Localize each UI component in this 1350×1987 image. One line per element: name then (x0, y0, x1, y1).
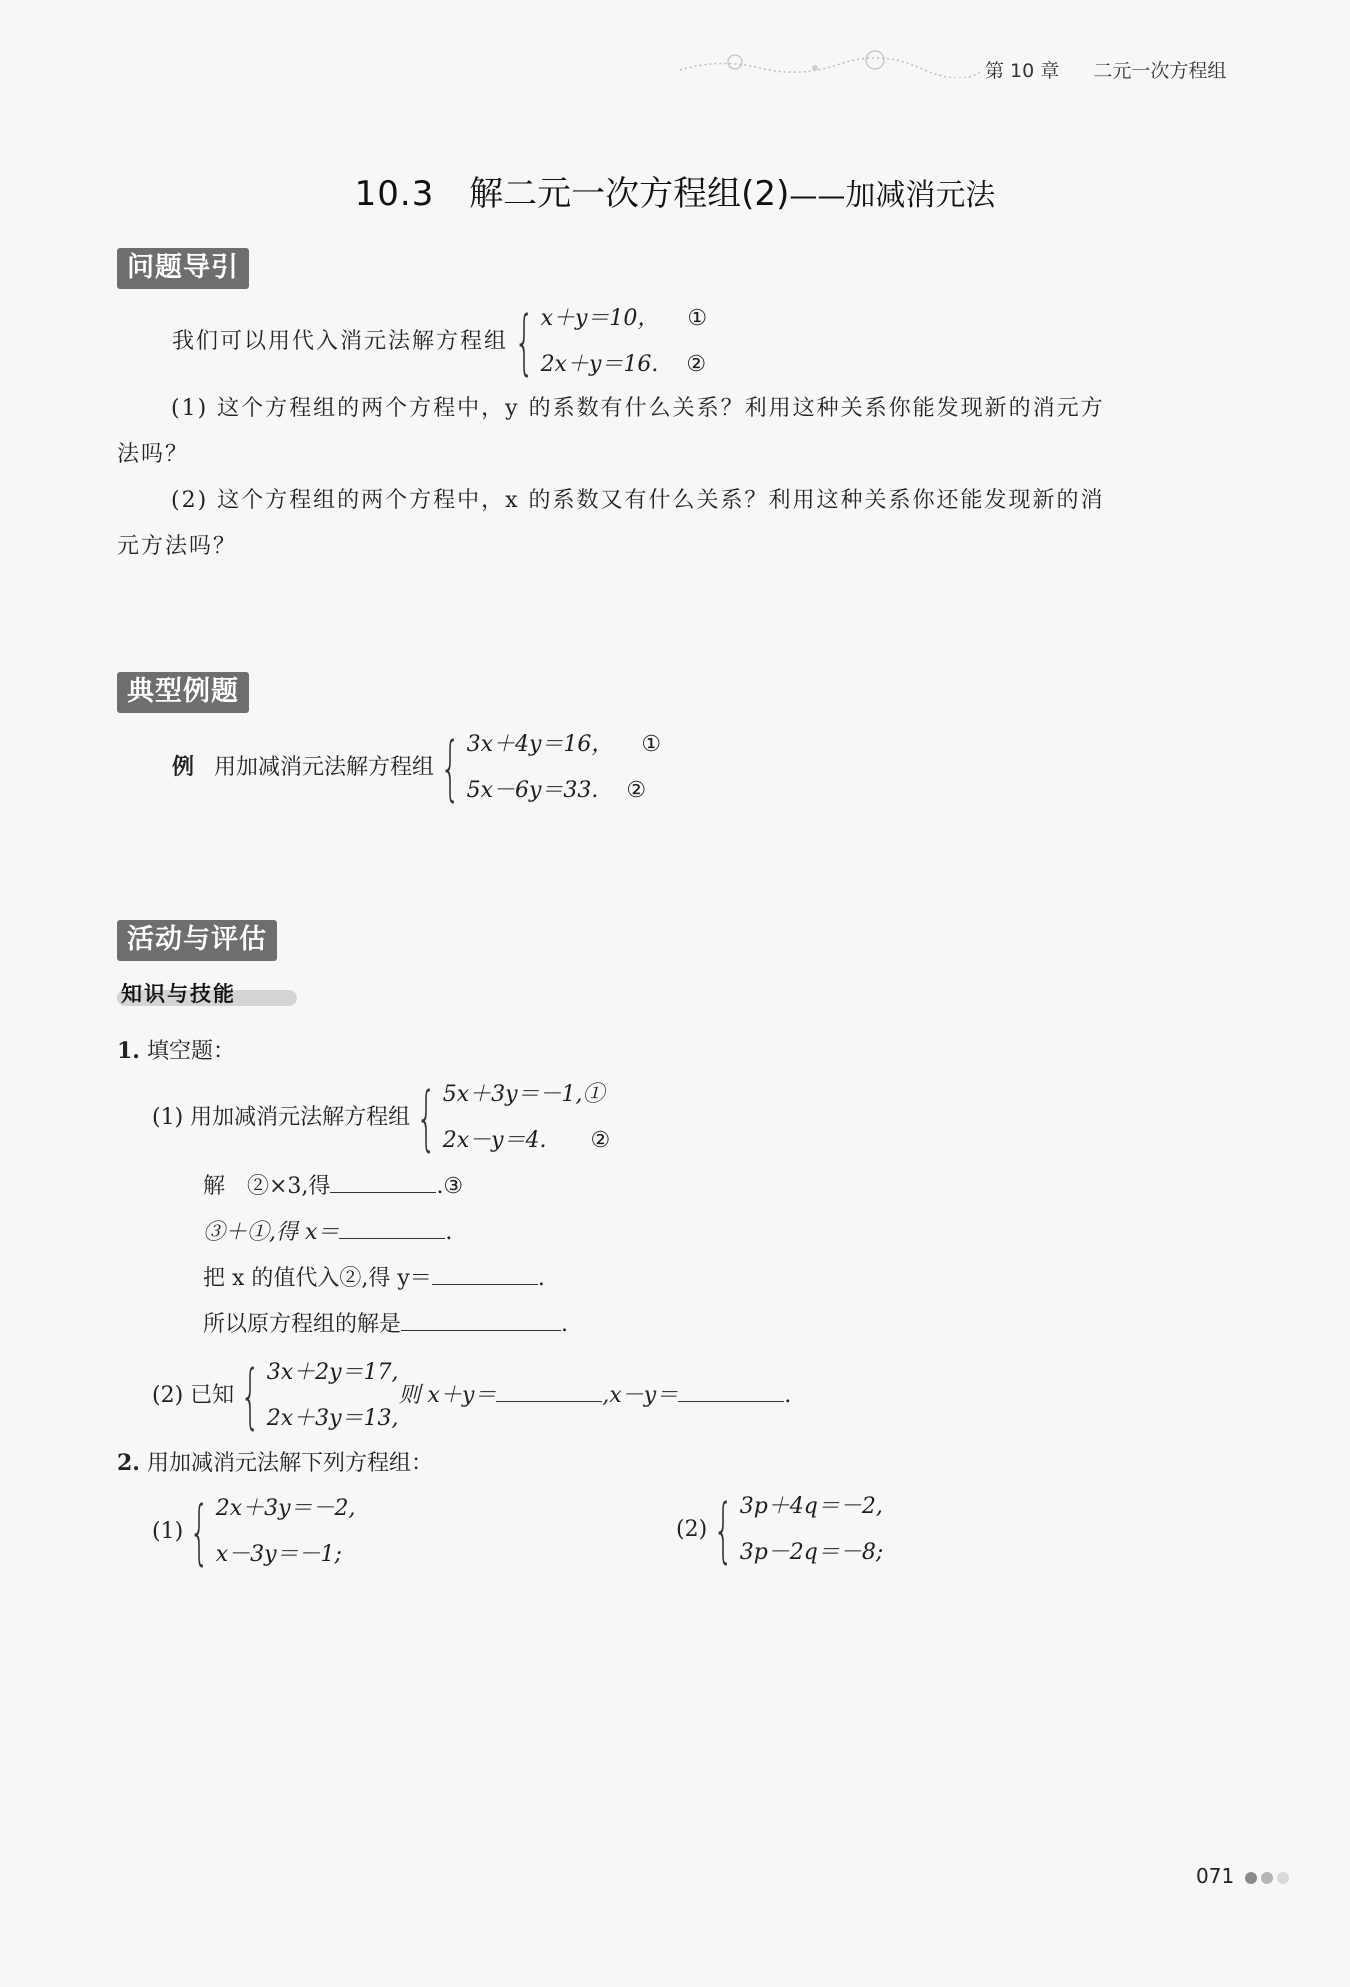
q1-p2-end: . (784, 1383, 792, 1408)
page-dot-icon (1261, 1872, 1273, 1884)
q1-step1-pre: 解 ②×3,得 (203, 1174, 331, 1199)
q1-p2-mid: ,x－y＝ (602, 1383, 679, 1408)
q2-text: 用加减消元法解下列方程组： (146, 1451, 433, 1476)
page-dot-icon (1277, 1872, 1289, 1884)
page-number (1196, 1864, 1289, 1888)
q1-step1-post: .③ (436, 1174, 464, 1199)
q1-text: 填空题： (146, 1039, 235, 1064)
brace-icon: { (189, 1491, 210, 1573)
q1-p1-equation-system (443, 1072, 611, 1164)
q1-step1 (203, 1164, 463, 1210)
brace-icon: { (440, 727, 461, 809)
q1-p2-blank2[interactable] (678, 1379, 784, 1402)
q1-step2-pre: ③＋①,得 x＝ (203, 1220, 340, 1245)
q1-step4-pre: 所以原方程组的解是 (203, 1312, 402, 1337)
q1-p1-label: (1) 用加减消元法解方程组 (152, 1105, 411, 1130)
q1-step2 (203, 1210, 452, 1256)
guide-eq2: 2x＋y＝16. (540, 352, 659, 377)
q1-p2-answer (399, 1373, 792, 1419)
question-1 (117, 1028, 235, 1075)
q2-a-equation-system (216, 1486, 356, 1578)
q1-p2-eq2: 2x＋3y＝13, (266, 1406, 399, 1431)
example-equation-system (467, 722, 662, 814)
guide-question-1 (117, 386, 1237, 478)
q1-p2-label: (2) 已知 (152, 1383, 235, 1408)
chapter-number: 第 10 章 (985, 60, 1060, 82)
guide-eq1-mark: ① (687, 306, 708, 331)
guide-equation-system (541, 296, 708, 388)
q1-step3-post: . (537, 1266, 545, 1291)
page-number-text: 071 (1196, 1864, 1235, 1888)
guide-q1-line1: (1) 这个方程组的两个方程中，y 的系数有什么关系？利用这种关系你能发现新的消元方 (171, 396, 1105, 421)
q1-p2-eq1: 3x＋2y＝17, (266, 1360, 399, 1385)
section-tag-example: 典型例题 (117, 672, 249, 713)
q2-b-label: (2) (676, 1517, 708, 1542)
q1-step4-post: . (561, 1312, 569, 1337)
question-2 (117, 1440, 433, 1487)
example-eq1-mark: ① (641, 732, 662, 757)
title-sub: 加减消元法 (845, 178, 996, 213)
q1-step3 (203, 1256, 545, 1302)
guide-question-2 (117, 478, 1237, 570)
brace-icon: { (713, 1489, 734, 1571)
q1-p1-eq2-mark: ② (590, 1128, 611, 1153)
brace-icon: { (514, 301, 535, 383)
q2-b-eq1: 3p＋4q＝－2, (739, 1494, 883, 1519)
q1-p1-eq2: 2x－y＝4. (442, 1128, 547, 1153)
brace-icon: { (240, 1355, 261, 1437)
q1-step3-blank[interactable] (432, 1262, 538, 1285)
title-dash: —— (789, 179, 846, 212)
guide-q2-line1: (2) 这个方程组的两个方程中，x 的系数又有什么关系？利用这种关系你还能发现新的消 (171, 488, 1105, 513)
q1-step4 (203, 1302, 568, 1348)
section-tag-activity: 活动与评估 (117, 920, 277, 961)
q1-step2-post: . (445, 1220, 453, 1245)
example-eq1: 3x＋4y＝16， (466, 732, 614, 757)
page-dot-icon (1245, 1872, 1257, 1884)
q2-a-eq1: 2x＋3y＝－2, (215, 1496, 356, 1521)
q2-part-b (676, 1484, 883, 1576)
title-main: 解二元一次方程组(2) (469, 174, 790, 214)
chapter-header (985, 56, 1226, 83)
guide-intro-text: 我们可以用代入消元法解方程组 (172, 329, 509, 354)
q2-b-equation-system (740, 1484, 884, 1576)
section-number: 10.3 (354, 174, 435, 214)
guide-eq1: x＋y＝10， (540, 306, 660, 331)
header-decoration (680, 48, 980, 78)
q1-part2-row (152, 1350, 791, 1442)
subtag-knowledge: 知识与技能 (121, 982, 236, 1006)
q1-step2-blank[interactable] (339, 1216, 445, 1239)
q1-step3-pre: 把 x 的值代入②,得 y＝ (203, 1266, 432, 1291)
q1-part1-row (152, 1072, 610, 1164)
q1-p2-then: 则 x＋y＝ (398, 1383, 497, 1408)
example-text: 用加减消元法解方程组 (214, 755, 435, 780)
q1-step4-blank[interactable] (401, 1308, 561, 1331)
guide-eq2-mark: ② (686, 352, 707, 377)
q2-a-eq2: x－3y＝－1; (215, 1542, 342, 1567)
q2-b-eq2: 3p－2q＝－8; (739, 1540, 884, 1565)
q1-step1-blank[interactable] (330, 1170, 436, 1193)
q2-part-a (152, 1486, 356, 1578)
q1-p2-equation-system (267, 1350, 399, 1442)
guide-q1-line2: 法吗？ (117, 442, 190, 467)
q1-p2-blank1[interactable] (496, 1379, 602, 1402)
example-eq2-mark: ② (626, 778, 647, 803)
chapter-title: 二元一次方程组 (1093, 60, 1227, 82)
brace-icon: { (416, 1077, 437, 1159)
guide-q2-line2: 元方法吗？ (117, 534, 238, 559)
example-row (172, 722, 661, 814)
example-eq2: 5x－6y＝33. (466, 778, 599, 803)
section-tag-guide: 问题导引 (117, 248, 249, 289)
example-label: 例 (172, 755, 197, 780)
q2-number: 2. (117, 1450, 140, 1476)
q2-a-label: (1) (152, 1519, 184, 1544)
page-title (0, 166, 1350, 215)
guide-intro-row (172, 296, 707, 388)
q1-p1-eq1: 5x＋3y＝－1,① (442, 1082, 605, 1107)
q1-number: 1. (117, 1038, 140, 1064)
